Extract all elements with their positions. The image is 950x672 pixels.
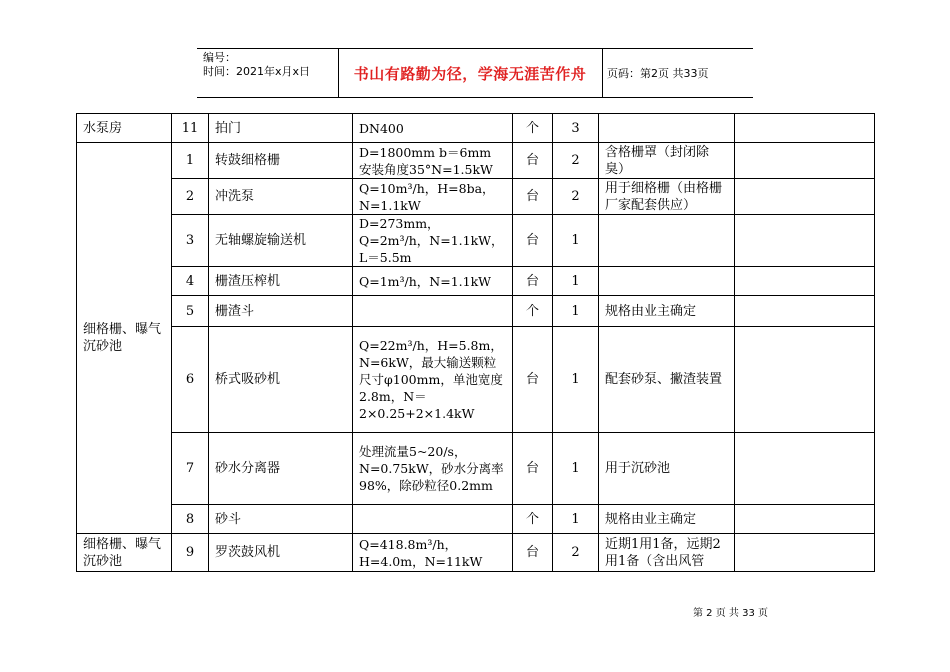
row-number: 5	[172, 296, 209, 327]
equipment-name: 砂水分离器	[209, 433, 353, 505]
equipment-spec	[353, 505, 513, 534]
equipment-name: 砂斗	[209, 505, 353, 534]
equipment-spec: DN400	[353, 114, 513, 143]
equipment-spec: D=1800mm b＝6mm 安装角度35°N=1.5kW	[353, 143, 513, 179]
table-row	[77, 179, 875, 215]
row-number: 4	[172, 267, 209, 296]
equipment-remark	[599, 114, 735, 143]
equipment-qty: 1	[553, 505, 599, 534]
extra-cell	[735, 433, 875, 505]
table-row	[77, 143, 875, 179]
equipment-remark	[599, 215, 735, 267]
equipment-spec: Q=418.8m³/h，H=4.0m，N=11kW	[353, 534, 513, 572]
group-cell: 细格栅、曝气沉砂池	[77, 534, 172, 572]
equipment-table	[76, 113, 875, 572]
row-number: 6	[172, 327, 209, 433]
page-header	[197, 48, 753, 98]
equipment-name: 栅渣压榨机	[209, 267, 353, 296]
equipment-name: 罗茨鼓风机	[209, 534, 353, 572]
equipment-qty: 2	[553, 143, 599, 179]
group-cell: 水泵房	[77, 114, 172, 143]
equipment-name: 栅渣斗	[209, 296, 353, 327]
equipment-remark: 用于沉砂池	[599, 433, 735, 505]
equipment-name: 无轴螺旋输送机	[209, 215, 353, 267]
row-number: 1	[172, 143, 209, 179]
equipment-remark: 含格栅罩（封闭除臭）	[599, 143, 735, 179]
table-row	[77, 534, 875, 572]
table-row	[77, 433, 875, 505]
header-divider	[602, 49, 603, 97]
equipment-unit: 个	[513, 505, 553, 534]
equipment-remark	[599, 267, 735, 296]
equipment-qty: 1	[553, 327, 599, 433]
equipment-unit: 个	[513, 114, 553, 143]
equipment-qty: 2	[553, 179, 599, 215]
equipment-unit: 台	[513, 534, 553, 572]
equipment-spec: 处理流量5~20/s，N=0.75kW，砂水分离率98%，除砂粒径0.2mm	[353, 433, 513, 505]
row-number: 7	[172, 433, 209, 505]
equipment-unit: 台	[513, 433, 553, 505]
table-row	[77, 327, 875, 433]
equipment-name: 冲洗泵	[209, 179, 353, 215]
equipment-remark: 近期1用1备，远期2用1备（含出风管	[599, 534, 735, 572]
equipment-qty: 2	[553, 534, 599, 572]
row-number: 8	[172, 505, 209, 534]
header-info	[203, 51, 310, 79]
extra-cell	[735, 179, 875, 215]
row-number: 2	[172, 179, 209, 215]
row-number: 11	[172, 114, 209, 143]
equipment-unit: 台	[513, 143, 553, 179]
equipment-remark: 规格由业主确定	[599, 505, 735, 534]
equipment-qty: 1	[553, 296, 599, 327]
equipment-name: 桥式吸砂机	[209, 327, 353, 433]
equipment-unit: 台	[513, 179, 553, 215]
row-number: 9	[172, 534, 209, 572]
extra-cell	[735, 327, 875, 433]
equipment-name: 转鼓细格栅	[209, 143, 353, 179]
equipment-unit: 台	[513, 215, 553, 267]
extra-cell	[735, 505, 875, 534]
equipment-name: 拍门	[209, 114, 353, 143]
equipment-qty: 1	[553, 433, 599, 505]
table-row	[77, 505, 875, 534]
extra-cell	[735, 143, 875, 179]
equipment-remark: 规格由业主确定	[599, 296, 735, 327]
table-row	[77, 296, 875, 327]
equipment-unit: 个	[513, 296, 553, 327]
table-row	[77, 215, 875, 267]
equipment-spec	[353, 296, 513, 327]
equipment-remark: 配套砂泵、撇渣装置	[599, 327, 735, 433]
doc-time-label: 时间：2021年x月x日	[203, 65, 311, 78]
doc-number-label: 编号：	[203, 51, 236, 64]
extra-cell	[735, 215, 875, 267]
header-motto: 书山有路勤为径，学海无涯苦作舟	[353, 64, 587, 83]
page-footer: 第 2 页 共 33 页	[693, 608, 768, 619]
extra-cell	[735, 114, 875, 143]
equipment-spec: Q=22m³/h，H=5.8m，N=6kW，最大输送颗粒尺寸φ100mm，单池宽度2.8m，N＝2×0.25+2×1.4kW	[353, 327, 513, 433]
equipment-remark: 用于细格栅（由格栅厂家配套供应）	[599, 179, 735, 215]
row-number: 3	[172, 215, 209, 267]
equipment-spec: Q=10m³/h，H=8ba，N=1.1kW	[353, 179, 513, 215]
equipment-qty: 1	[553, 267, 599, 296]
equipment-unit: 台	[513, 267, 553, 296]
header-page-label: 页码：第2页 共33页	[607, 67, 709, 80]
equipment-spec: Q=1m³/h，N=1.1kW	[353, 267, 513, 296]
table-row	[77, 267, 875, 296]
table-row	[77, 114, 875, 143]
equipment-unit: 台	[513, 327, 553, 433]
equipment-spec: D=273mm，Q=2m³/h，N=1.1kW，L＝5.5m	[353, 215, 513, 267]
extra-cell	[735, 296, 875, 327]
equipment-qty: 3	[553, 114, 599, 143]
equipment-qty: 1	[553, 215, 599, 267]
group-cell: 细格栅、曝气沉砂池	[77, 143, 172, 534]
extra-cell	[735, 267, 875, 296]
extra-cell	[735, 534, 875, 572]
